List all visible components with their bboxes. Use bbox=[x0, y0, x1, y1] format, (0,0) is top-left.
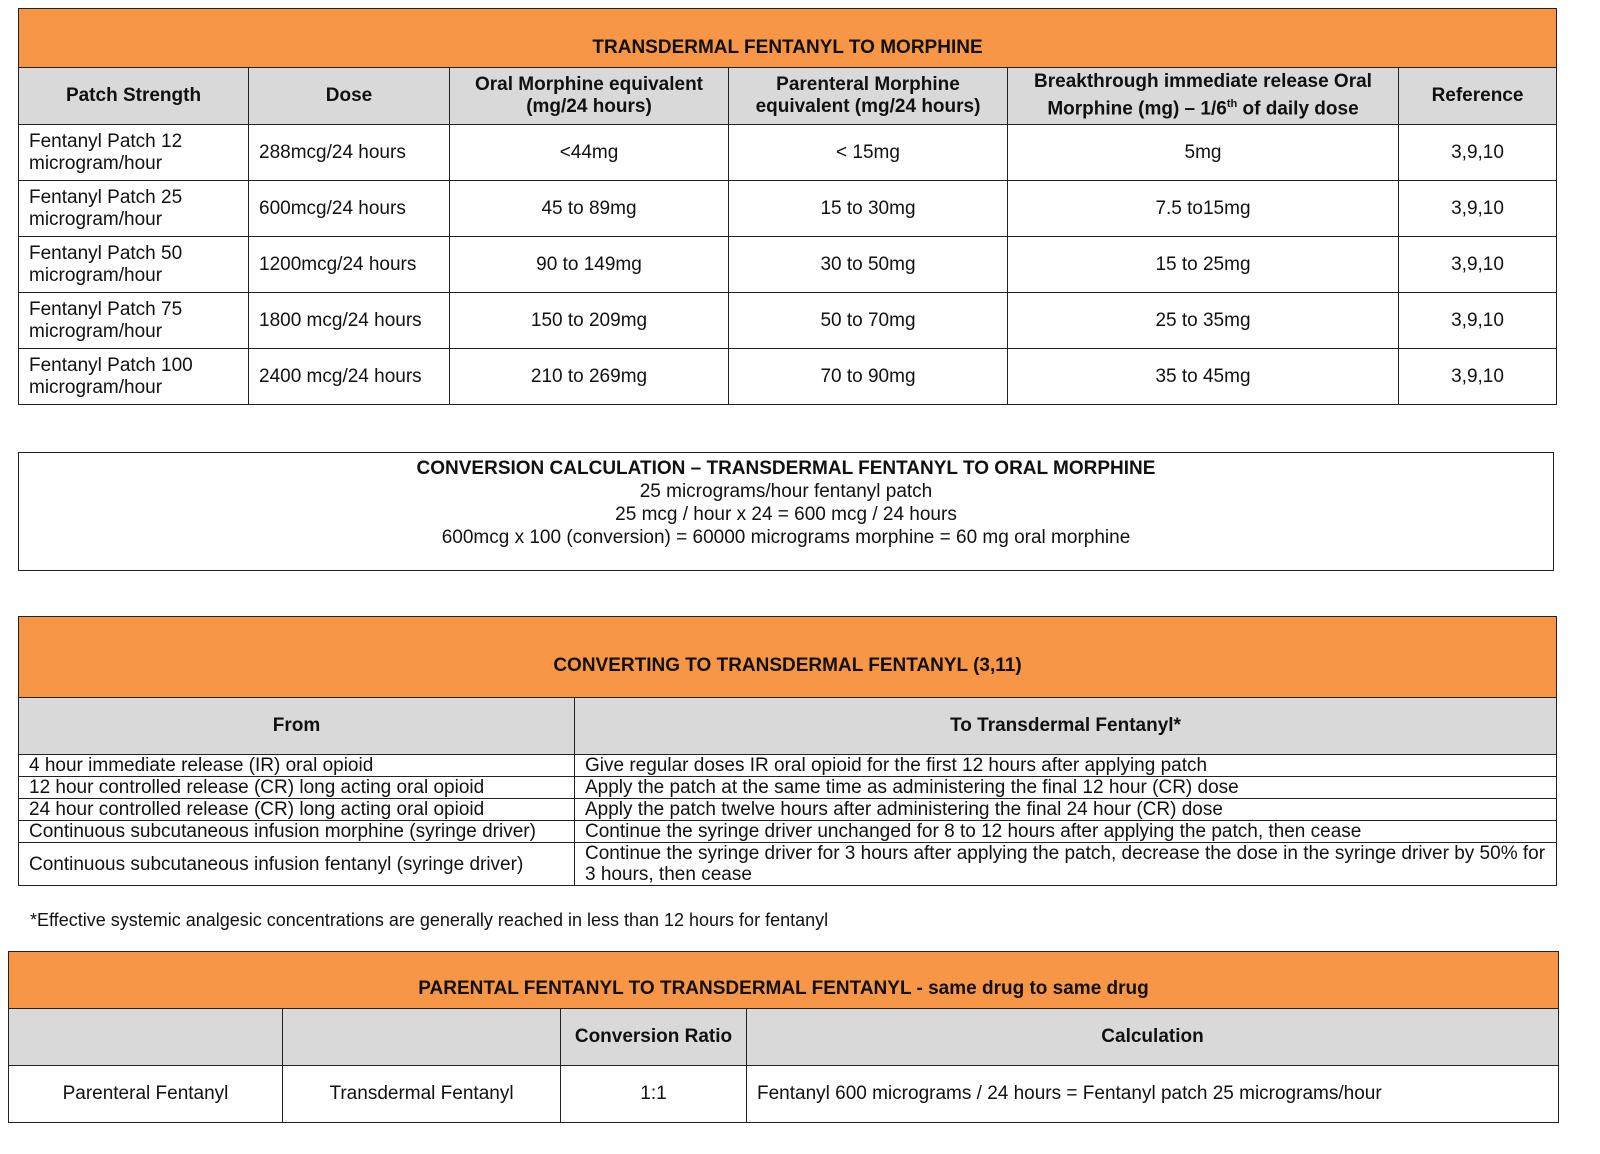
table-row bbox=[9, 1066, 1559, 1123]
column-header: Oral Morphine equivalent (mg/24 hours) bbox=[450, 68, 729, 125]
parental-fentanyl-table bbox=[8, 951, 1559, 1123]
column-header: Reference bbox=[1399, 68, 1557, 125]
cell: 12 hour controlled release (CR) long acting oral opioid bbox=[19, 777, 575, 799]
cell: 1200mcg/24 hours bbox=[249, 237, 450, 293]
cell: Fentanyl Patch 50 microgram/hour bbox=[19, 237, 249, 293]
column-header: To Transdermal Fentanyl* bbox=[575, 698, 1557, 755]
column-header: Patch Strength bbox=[19, 68, 249, 125]
cell: Fentanyl Patch 100 microgram/hour bbox=[19, 349, 249, 405]
calc-line: 25 micrograms/hour fentanyl patch bbox=[639, 481, 933, 502]
cell: 3,9,10 bbox=[1399, 125, 1557, 181]
table-row bbox=[19, 125, 1557, 181]
converting-to-fentanyl-table bbox=[18, 616, 1557, 886]
table-row bbox=[19, 821, 1557, 843]
cell: 5mg bbox=[1008, 125, 1399, 181]
footnote: *Effective systemic analgesic concentrations are generally reached in less than 12 hours for fentanyl bbox=[30, 910, 829, 930]
cell: < 15mg bbox=[729, 125, 1008, 181]
cell: 15 to 25mg bbox=[1008, 237, 1399, 293]
cell: 70 to 90mg bbox=[729, 349, 1008, 405]
cell: 50 to 70mg bbox=[729, 293, 1008, 349]
table-row bbox=[19, 181, 1557, 237]
cell: 3,9,10 bbox=[1399, 293, 1557, 349]
cell: 7.5 to15mg bbox=[1008, 181, 1399, 237]
column-header bbox=[9, 1009, 283, 1066]
column-header: Calculation bbox=[747, 1009, 1559, 1066]
cell: 600mcg/24 hours bbox=[249, 181, 450, 237]
cell: 288mcg/24 hours bbox=[249, 125, 450, 181]
table-row bbox=[19, 755, 1557, 777]
cell: Fentanyl Patch 25 microgram/hour bbox=[19, 181, 249, 237]
conversion-calculation-box bbox=[18, 452, 1554, 571]
cell: 35 to 45mg bbox=[1008, 349, 1399, 405]
cell: 25 to 35mg bbox=[1008, 293, 1399, 349]
header-text: Breakthrough immediate release Oral Morphine (mg) – 1/6 bbox=[1034, 71, 1372, 120]
cell: Parenteral Fentanyl bbox=[9, 1066, 283, 1123]
column-header: Parenteral Morphine equivalent (mg/24 hours) bbox=[729, 68, 1008, 125]
calc-line: 25 mcg / hour x 24 = 600 mcg / 24 hours bbox=[615, 504, 957, 525]
table-row bbox=[19, 843, 1557, 886]
cell: Transdermal Fentanyl bbox=[283, 1066, 561, 1123]
table-title: TRANSDERMAL FENTANYL TO MORPHINE bbox=[19, 9, 1557, 68]
cell: 30 to 50mg bbox=[729, 237, 1008, 293]
column-header: Dose bbox=[249, 68, 450, 125]
cell: 90 to 149mg bbox=[450, 237, 729, 293]
table-row bbox=[19, 777, 1557, 799]
cell: Fentanyl 600 micrograms / 24 hours = Fentanyl patch 25 micrograms/hour bbox=[747, 1066, 1559, 1123]
cell: 1:1 bbox=[561, 1066, 747, 1123]
column-header: From bbox=[19, 698, 575, 755]
cell: 3,9,10 bbox=[1399, 181, 1557, 237]
cell: 45 to 89mg bbox=[450, 181, 729, 237]
cell: Give regular doses IR oral opioid for the first 12 hours after applying patch bbox=[575, 755, 1557, 777]
fentanyl-to-morphine-table bbox=[18, 8, 1557, 405]
table-row bbox=[19, 237, 1557, 293]
cell: Continuous subcutaneous infusion fentanyl (syringe driver) bbox=[19, 843, 575, 886]
column-header: Conversion Ratio bbox=[561, 1009, 747, 1066]
header-text: of daily dose bbox=[1237, 98, 1359, 120]
cell: 1800 mcg/24 hours bbox=[249, 293, 450, 349]
header-sup: th bbox=[1226, 98, 1238, 111]
cell: 3,9,10 bbox=[1399, 349, 1557, 405]
cell: 2400 mcg/24 hours bbox=[249, 349, 450, 405]
cell: 150 to 209mg bbox=[450, 293, 729, 349]
table-row bbox=[19, 293, 1557, 349]
cell: 15 to 30mg bbox=[729, 181, 1008, 237]
cell: <44mg bbox=[450, 125, 729, 181]
table-title: CONVERTING TO TRANSDERMAL FENTANYL (3,11) bbox=[19, 617, 1557, 698]
column-header bbox=[283, 1009, 561, 1066]
table-row bbox=[19, 799, 1557, 821]
cell: Apply the patch at the same time as administering the final 12 hour (CR) dose bbox=[575, 777, 1557, 799]
cell: Continue the syringe driver for 3 hours after applying the patch, decrease the dose in the syringe driver by 50% for 3 hours, then cease bbox=[575, 843, 1557, 886]
table-title: PARENTAL FENTANYL TO TRANSDERMAL FENTANYL - same drug to same drug bbox=[9, 952, 1559, 1009]
box-title: CONVERSION CALCULATION – TRANSDERMAL FENTANYL TO ORAL MORPHINE bbox=[416, 458, 1156, 479]
cell: 210 to 269mg bbox=[450, 349, 729, 405]
table-row bbox=[19, 349, 1557, 405]
cell: Continuous subcutaneous infusion morphine (syringe driver) bbox=[19, 821, 575, 843]
cell: Apply the patch twelve hours after administering the final 24 hour (CR) dose bbox=[575, 799, 1557, 821]
column-header bbox=[1008, 68, 1399, 125]
cell: 24 hour controlled release (CR) long acting oral opioid bbox=[19, 799, 575, 821]
cell: 3,9,10 bbox=[1399, 237, 1557, 293]
cell: Continue the syringe driver unchanged for 8 to 12 hours after applying the patch, then cease bbox=[575, 821, 1557, 843]
cell: Fentanyl Patch 12 microgram/hour bbox=[19, 125, 249, 181]
cell: 4 hour immediate release (IR) oral opioid bbox=[19, 755, 575, 777]
calc-line: 600mcg x 100 (conversion) = 60000 micrograms morphine = 60 mg oral morphine bbox=[441, 527, 1131, 548]
cell: Fentanyl Patch 75 microgram/hour bbox=[19, 293, 249, 349]
